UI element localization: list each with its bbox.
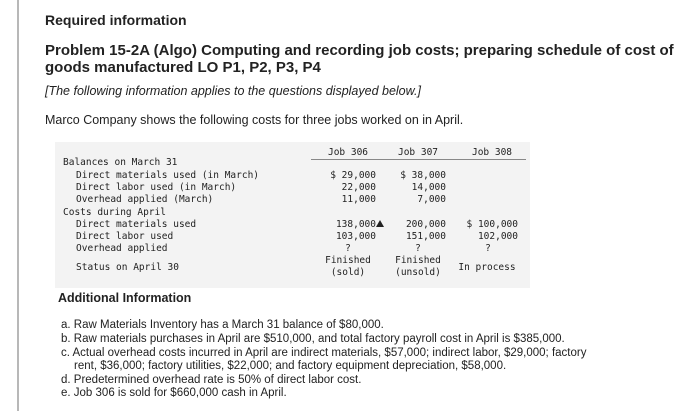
row-label-oh-april: Overhead applied xyxy=(76,243,168,254)
section-costs-april: Costs during April xyxy=(63,207,166,218)
cell-306-oh-march: 11,000 xyxy=(341,194,376,205)
intro-text: Marco Company shows the following costs for three jobs worked on in April. xyxy=(45,113,464,127)
col-header-job-308: Job 308 xyxy=(471,147,513,158)
cell-307-status-line1: Finished xyxy=(395,255,441,266)
instructions-note: [The following information applies to the questions displayed below.] xyxy=(45,84,421,98)
additional-item-c-cont: rent, $36,000; factory utilities, $22,000; and factory equipment depreciation, $58,000. xyxy=(74,360,507,372)
cell-308-dl-april: 102,000 xyxy=(477,231,518,242)
section-balances-march: Balances on March 31 xyxy=(63,157,178,168)
left-border xyxy=(17,0,19,411)
cell-308-status: In process xyxy=(458,262,516,273)
cell-306-status-line2: (sold) xyxy=(330,267,366,278)
row-label-status: Status on April 30 xyxy=(76,262,179,273)
cell-306-dm-march: $ 29,000 xyxy=(330,170,376,181)
cell-307-oh-march: 7,000 xyxy=(417,194,446,205)
required-information-heading: Required information xyxy=(45,12,187,28)
additional-item-e: e. Job 306 is sold for $660,000 cash in April. xyxy=(61,387,287,399)
cell-307-status-line2: (unsold) xyxy=(395,267,441,278)
cell-306-oh-april: ? xyxy=(345,243,351,254)
row-label-dl-march: Direct labor used (in March) xyxy=(76,182,237,193)
cell-306-dl-march: 22,000 xyxy=(341,182,376,193)
cell-306-status-line1: Finished xyxy=(325,255,371,266)
mouse-cursor-icon xyxy=(376,220,384,227)
cell-306-dm-april: 138,000 xyxy=(335,219,376,230)
additional-item-a: a. Raw Materials Inventory has a March 31 balance of $80,000. xyxy=(61,319,384,331)
additional-item-d: d. Predetermined overhead rate is 50% of direct labor cost. xyxy=(61,374,362,386)
problem-title-line2: goods manufactured LO P1, P2, P3, P4 xyxy=(45,59,321,76)
cell-306-dl-april: 103,000 xyxy=(335,231,376,242)
row-label-oh-march: Overhead applied (March) xyxy=(76,194,214,205)
cell-307-dl-march: 14,000 xyxy=(411,182,446,193)
row-label-dm-april: Direct materials used xyxy=(76,219,197,230)
col-header-job-306: Job 306 xyxy=(327,147,369,158)
problem-title-line1: Problem 15-2A (Algo) Computing and recording job costs; preparing schedule of cost of xyxy=(45,42,674,59)
additional-item-b: b. Raw materials purchases in April are $510,000, and total factory payroll cost in April is $385,000. xyxy=(61,333,565,345)
cell-307-dm-march: $ 38,000 xyxy=(400,170,446,181)
additional-info-heading: Additional Information xyxy=(58,291,192,305)
cell-307-oh-april: ? xyxy=(415,243,421,254)
row-label-dm-march: Direct materials used (in March) xyxy=(76,170,260,181)
col-header-job-307: Job 307 xyxy=(397,147,439,158)
cell-307-dl-april: 151,000 xyxy=(405,231,446,242)
header-divider xyxy=(311,159,526,160)
cell-307-dm-april: 200,000 xyxy=(405,219,446,230)
cell-308-dm-april: $ 100,000 xyxy=(466,219,518,230)
cell-308-oh-april: ? xyxy=(485,243,491,254)
additional-item-c: c. Actual overhead costs incurred in April are indirect materials, $57,000; indirect labor, $29,000; factory xyxy=(61,347,587,359)
row-label-dl-april: Direct labor used xyxy=(76,231,174,242)
